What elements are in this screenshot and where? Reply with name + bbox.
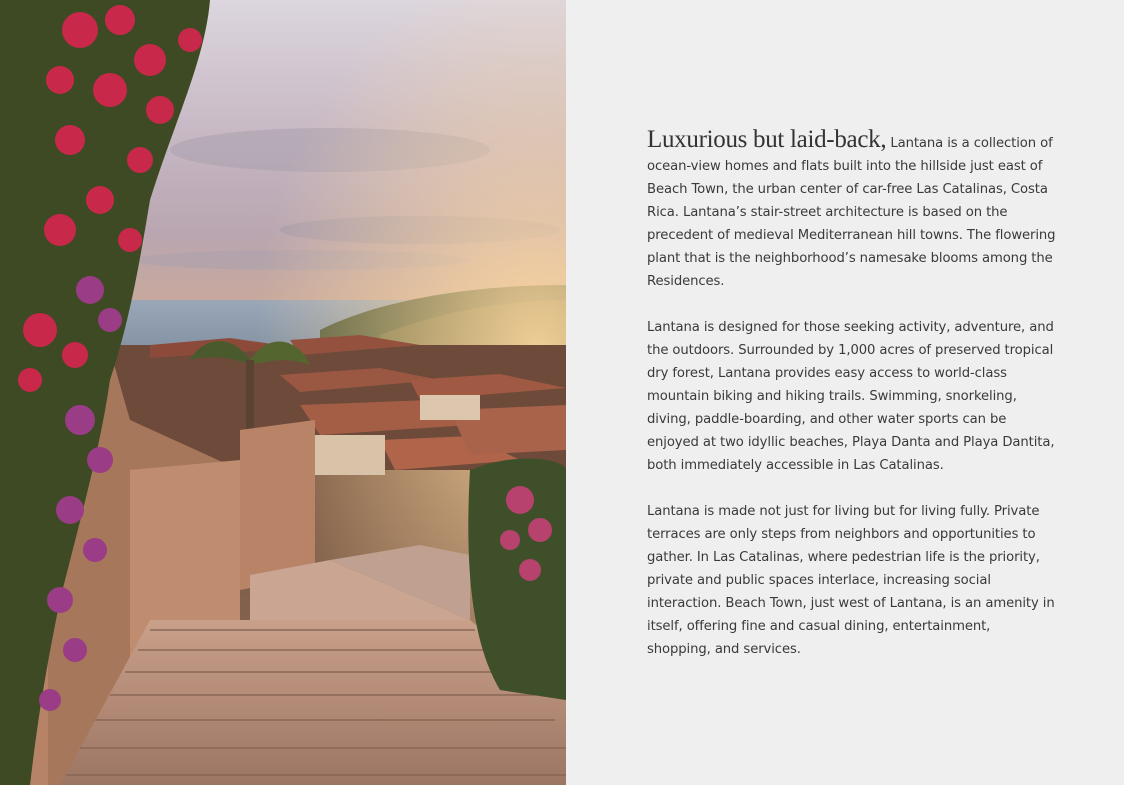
paragraph-1-text: Lantana is a collection of ocean-view homes and flats built into the hillside just east of Beach Town, the urban center of car-free Las Catalinas, Costa Rica. Lantana’s stair-street architecture is based on the precedent of medieval Mediterranean hill towns. The flowering plant that is the neighborhood’s namesake blooms among the Residences. [647,136,1056,289]
paragraph-1 [647,128,1057,293]
paragraph-3: Lantana is made not just for living but for living fully. Private terraces are only steps from neighbors and opportunities to gather. In Las Catalinas, where pedestrian life is the priority, private and public spaces interlace, increasing social interaction. Beach Town, just west of Lantana, is an amenity in itself, offering fine and casual dining, entertainment, shopping, and services. [647,504,1055,657]
paragraph-2: Lantana is designed for those seeking activity, adventure, and the outdoors. Surrounded by 1,000 acres of preserved tropical dry forest, Lantana provides easy access to world-class mountain biking and hiking trails. Swimming, snorkeling, diving, paddle-boarding, and other water sports can be enjoyed at two idyllic beaches, Playa Danta and Playa Dantita, both immediately accessible in Las Catalinas. [647,320,1055,473]
lead-phrase: Luxurious but laid-back, [647,126,887,153]
article-body [647,128,1057,684]
